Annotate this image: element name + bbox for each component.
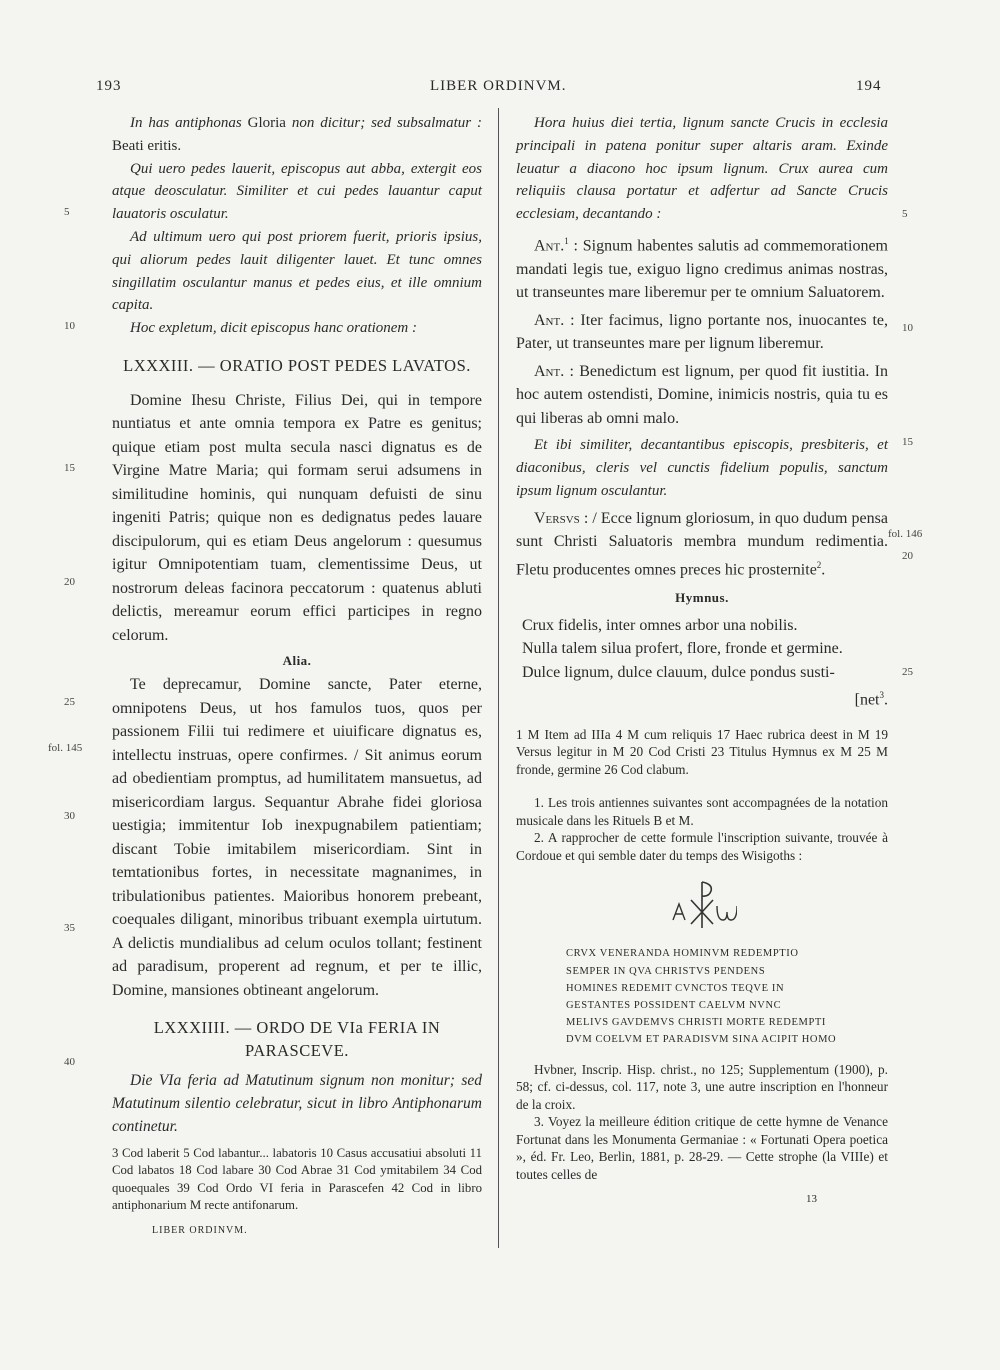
section-heading: LXXXIII. — ORATIO POST PEDES LAVATOS.	[123, 355, 471, 375]
rubric-paragraph: Qui uero pedes lauerit, episcopus aut abba, extergit eos atque deosculatur. Similiter et cui pedes lauantur caput lauatoris osculatur.	[112, 160, 482, 223]
hymn-line: [net$^3$.	[854, 690, 888, 709]
chi-rho-monogram	[516, 876, 888, 937]
left-column	[112, 112, 482, 1236]
line-number: 15	[64, 462, 75, 474]
line-number: 10	[902, 322, 913, 334]
signature-number: 13	[806, 1193, 817, 1206]
running-title: LIBER ORDINVM.	[430, 78, 567, 94]
column-divider	[498, 108, 499, 1248]
line-number: 25	[902, 666, 913, 678]
rubric-paragraph: Hora huius diei tertia, lignum sancte Crucis in ecclesia principali in patena ponitur super altaris aram. Exinde leuatur a diacono hoc ipsum lignum. Crux aurea cum reliquiis clausa portatur et adfertur ad Sancte Crucis ecclesiam, decantando :	[516, 115, 888, 223]
footnote: Hvbner, Inscrip. Hisp. christ., no 125; Supplementum (1900), p. 58; cf. ci-dessus, col. 117, note 3, une autre inscription en l'honneur de la croix.	[516, 1061, 888, 1112]
section-heading: LXXXIIII. — ORDO DE VIa FERIA IN PARASCEVE.	[153, 1018, 441, 1061]
apparatus-notes: 3 Cod laberit 5 Cod labantur... labatoris 10 Casus accusatiui absoluti 11 Cod labatos 18 Cod labare 30 Cod Abrae 31 Cod ymitabilem 34 Cod quoequales 39 Cod Ordo VI feria in Parascefen 42 Cod in libro antiphonarium M recte antifonarum.	[112, 1145, 482, 1213]
folio-marker: fol. 146	[888, 528, 923, 540]
hymn-line: Crux fidelis, inter omnes arbor una nobilis.	[522, 616, 798, 634]
right-column	[516, 112, 888, 1205]
rubric-paragraph: Ad ultimum uero qui post priorem fuerit, prioris ipsius, qui aliorum pedes lauit diligenter lauet. Et tunc omnes singillatim osculantur manus et pedes eius, et ille omnium capita.	[112, 228, 482, 314]
line-number: 40	[64, 1056, 75, 1068]
inscription	[516, 945, 888, 1048]
page-number-left: 193	[96, 78, 122, 94]
line-number: 35	[64, 922, 75, 934]
line-number: 20	[64, 576, 75, 588]
prayer-text: Te deprecamur, Domine sancte, Pater eterne, omnipotens Deus, ut hos famulos tuos, quos per passionem Filii tui redimere et uiuificare dignatus es, intellectu instruas, opere confirmes. / Sit animus eorum ad obedientiam promptus, ad humilitatem mansuetus, ad misericordiam largus. Sequantur Abrahe fidei gloriosa uestigia; immitentur Iob inexpugnabilem patientiam; discant Tobie imitabilem misericordiam. Sint in temtationibus fortes, in necessitate magnanimes, in tribulationibus patientes. Maioribus honorem prebeant, coequales diligant, minoribus tribuant exempla uirtutum. A delictis mundialibus ad celum oculos tollant; festinent ad paradisum, properent ad regnum, et per te illic, Domine, mansiones obtineant angelorum.	[112, 676, 482, 999]
hymn-line: Nulla talem silua profert, flore, fronde et germine.	[522, 640, 843, 658]
inscription-line: SEMPER IN QVA CHRISTVS PENDENS	[566, 965, 766, 977]
apparatus-notes: 1 M Item ad IIIa 4 M cum reliquis 17 Haec rubrica deest in M 19 Versus legitur in M 20 Cod Cristi 23 Titulus Hymnus ex M 25 M fronde, germine 26 Cod clabum.	[516, 726, 888, 777]
antiphon: Ant.$^1$ : Signum habentes salutis ad commemorationem mandati legis tue, exiguo ligno credimus animas nostras, ut transeuntes mare liberemur per te omnium Saluatorem.	[516, 235, 888, 302]
footnote: 3. Voyez la meilleure édition critique de cette hymne de Venance Fortunat dans les Monumenta Germaniae : « Fortunati Opera poetica », éd. Fr. Leo, Berlin, 1881, p. 28-29. — Cette strophe (la VIIIe) et toutes celles de	[516, 1114, 888, 1182]
inscription-line: DVM COELVM ET PARADISVM SINA ACIPIT HOMO	[566, 1034, 837, 1046]
footnote: 1. Les trois antiennes suivantes sont accompagnées de la notation musicale dans les Rituels B et M.	[516, 795, 888, 828]
footnote: 2. A rapprocher de cette formule l'inscription suivante, trouvée à Cordoue et qui semble dater du temps des Wisigoths :	[516, 830, 888, 863]
hymn-line: Dulce lignum, dulce clauum, dulce pondus susti-	[522, 663, 835, 681]
line-number: 15	[902, 436, 913, 448]
line-number: 5	[64, 206, 70, 218]
line-number: 10	[64, 320, 75, 332]
chi-rho-icon	[667, 876, 737, 932]
inscription-line: CRVX VENERANDA HOMINVM REDEMPTIO	[566, 948, 799, 960]
prayer-text: Domine Ihesu Christe, Filius Dei, qui in tempore nuntiatus et ante omnia tempora ex Patre es genitus; quique etiam post multa secula nasci dignatus es de Virgine Matre Maria; qui formam serui adsumens in similitudine hominis, qui nunquam defuisti de sinu ingeniti Patris; quique non es dedignatus pedes lauare discipulorum, qui es etiam Deus angelorum : quesumus igitur Omnipotentiam tuam, clementissime Deus, ut nostrorum deleas facinora peccatorum : quatenus abluti delictis, mereamur eorum effici participes in regno celorum.	[112, 391, 482, 644]
line-number: 5	[902, 208, 908, 220]
subheading: Hymnus.	[675, 589, 729, 605]
antiphon: Ant. : Benedictum est lignum, per quod fit iustitia. In hoc autem ostendisti, Domine, inimicis nostris, quia tu es qui liberas ab omni malo.	[516, 362, 889, 427]
hymn	[516, 614, 888, 712]
versicle: Versvs : / Ecce lignum gloriosum, in quo dudum pensa sunt Christi Saluatoris membra mundum redimentia. Fletu producentes omnes preces hic prosternite$^2$.	[516, 509, 888, 579]
inscription-line: GESTANTES POSSIDENT CAELVM NVNC	[566, 999, 782, 1011]
subheading: Alia.	[282, 653, 312, 669]
rubric-paragraph: Et ibi similiter, decantantibus episcopis, presbiteris, et diaconibus, cleris vel cunctis fidelium populis, sanctum ipsum lignum osculantur.	[516, 437, 888, 499]
rubric-paragraph: Die VIa feria ad Matutinum signum non monitur; sed Matutinum silentio celebratur, sicut in libro Antiphonarum continetur.	[112, 1072, 482, 1136]
inscription-line: MELIVS GAVDEMVS CHRISTI MORTE REDEMPTI	[566, 1017, 826, 1029]
line-number: 30	[64, 810, 75, 822]
rubric-paragraph: In has antiphonas Gloria non dicitur; sed subsalmatur : Beati eritis.	[112, 115, 482, 154]
line-number: 25	[64, 696, 75, 708]
signature-mark: LIBER ORDINVM.	[152, 1224, 248, 1236]
antiphon: Ant. : Iter facimus, ligno portante nos, inuocantes te, Pater, ut transeuntes mare per lignum liberemur.	[516, 311, 889, 353]
folio-marker: fol. 145	[48, 742, 83, 754]
inscription-line: HOMINES REDEMIT CVNCTOS TEQVE IN	[566, 982, 785, 994]
rubric-paragraph: Hoc expletum, dicit episcopus hanc orationem :	[130, 320, 418, 337]
line-number: 20	[902, 550, 913, 562]
page-number-right: 194	[856, 78, 882, 94]
